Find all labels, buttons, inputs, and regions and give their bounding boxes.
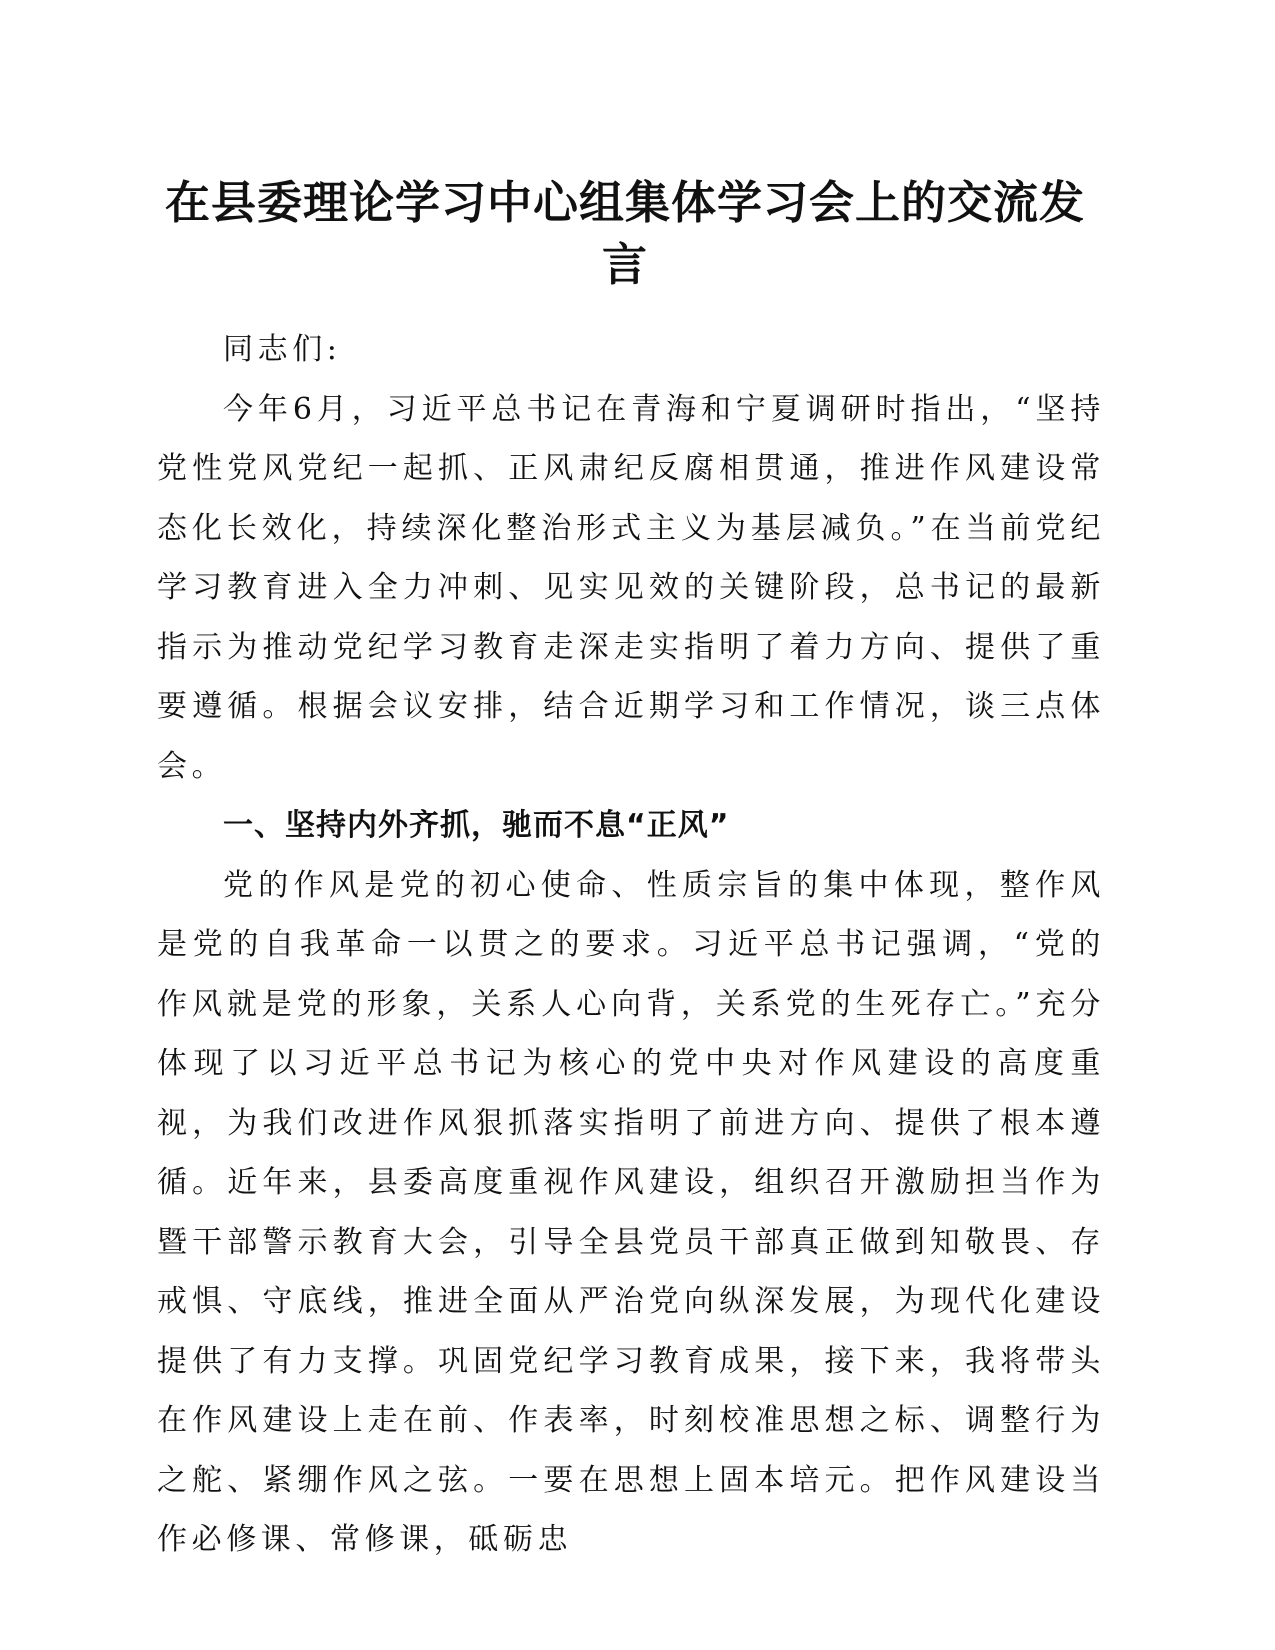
section-heading-1: 一、坚持内外齐抓，驰而不息“正风” <box>223 808 730 843</box>
paragraph-intro: 今年6月，习近平总书记在青海和宁夏调研时指出，“坚持党性党风党纪一起抓、正风肃纪反腐相贯通，推进作风建设常态化长效化，持续深化整治形式主义为基层减负。”在当前党纪学习教育进入全力冲刺、见实见效的关键阶段，总书记的最新指示为推动党纪学习教育走深走实指明了着力方向、提供了重要遵循。根据会议安排，结合近期学习和工作情况，谈三点体会。 <box>157 391 1105 784</box>
document-body <box>157 320 1105 1570</box>
document-title: 在县委理论学习中心组集体学习会上的交流发言 <box>164 176 1085 291</box>
salutation: 同志们: <box>223 332 342 367</box>
paragraph-section-1: 党的作风是党的初心使命、性质宗旨的集中体现，整作风是党的自我革命一以贯之的要求。习近平总书记强调，“党的作风就是党的形象，关系人心向背，关系党的生死存亡。”充分体现了以习近平总书记为核心的党中央对作风建设的高度重视，为我们改进作风狠抓落实指明了前进方向、提供了根本遵循。近年来，县委高度重视作风建设，组织召开激励担当作为暨干部警示教育大会，引导全县党员干部真正做到知敬畏、存戒惧、守底线，推进全面从严治党向纵深发展，为现代化建设提供了有力支撑。巩固党纪学习教育成果，接下来，我将带头在作风建设上走在前、作表率，时刻校准思想之标、调整行为之舵、紧绷作风之弦。一要在思想上固本培元。把作风建设当作必修课、常修课，砥砺忠 <box>157 867 1105 1557</box>
